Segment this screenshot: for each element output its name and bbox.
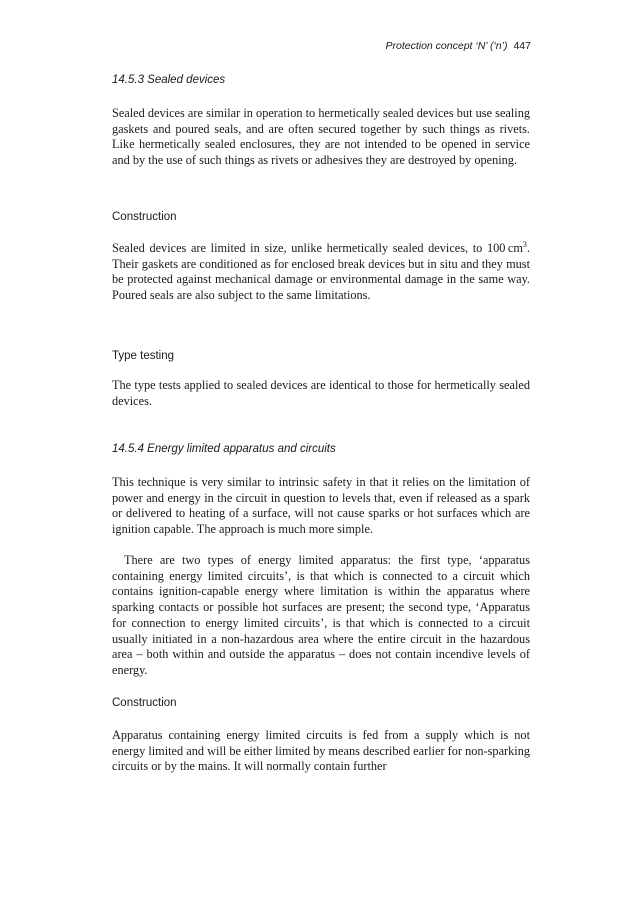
type-testing-text: The type tests applied to sealed devices are identical to those for hermetically sealed devices. — [112, 378, 530, 408]
section-heading-energy-limited: 14.5.4 Energy limited apparatus and circuits — [112, 443, 336, 455]
subheading-type-testing: Type testing — [112, 350, 175, 362]
subheading-construction-sealed: Construction — [112, 211, 177, 223]
page-number: 447 — [513, 40, 531, 52]
sealed-construction-text-b: . Their gaskets are conditioned as for enclosed break devices but in situ and they must be protected against mechanical damage or environmental damage in the same way. Poured seals are also subject to the same limitations. — [112, 241, 530, 303]
energy-limited-para-1: This technique is very similar to intrinsic safety in that it relies on the limitation of power and energy in the circuit in question to levels that, even if released as a spark or delivered to heating of a surface, will not cause sparks or hot surfaces which are ignition capable. The approach is much more simple. — [112, 475, 530, 537]
energy-limited-para-2: There are two types of energy limited apparatus: the first type, ‘apparatus containing energy limited circuits’, is that which is connected to a circuit which contains ignition-capable energy where limitation is within the apparatus where sparking contacts or possible hot surfaces are present; the second type, ‘Apparatus for connection to energy limited circuits’, is that which is connected to a circuit usually initiated in a non-hazardous area where the entire circuit in the hazardous area – both within and outside the apparatus – does not contain incendive levels of energy. — [112, 553, 530, 677]
section-heading-sealed-devices: 14.5.3 Sealed devices — [112, 74, 226, 86]
subheading-construction-energy: Construction — [112, 697, 177, 709]
sealed-devices-intro: Sealed devices are similar in operation to hermetically sealed devices but use sealing gaskets and poured seals, and are often secured together by such things as rivets. Like hermetically sealed enclosures, they are not intended to be opened in service and by the use of such things as rivets or adhesives they are destroyed by opening. — [112, 106, 530, 168]
sealed-construction-text-a: Sealed devices are limited in size, unlike hermetically sealed devices, to 100 cm — [112, 241, 523, 255]
running-head-title: Protection concept ‘N’ (‘n’) — [385, 40, 508, 52]
sealed-construction-text — [112, 241, 530, 304]
running-head — [385, 40, 531, 52]
cubic-superscript: 3 — [522, 239, 527, 249]
energy-limited-construction-text: Apparatus containing energy limited circuits is fed from a supply which is not energy limited and will be either limited by means described earlier for non-sparking circuits or by the mains. It will normally contain further — [112, 728, 530, 774]
